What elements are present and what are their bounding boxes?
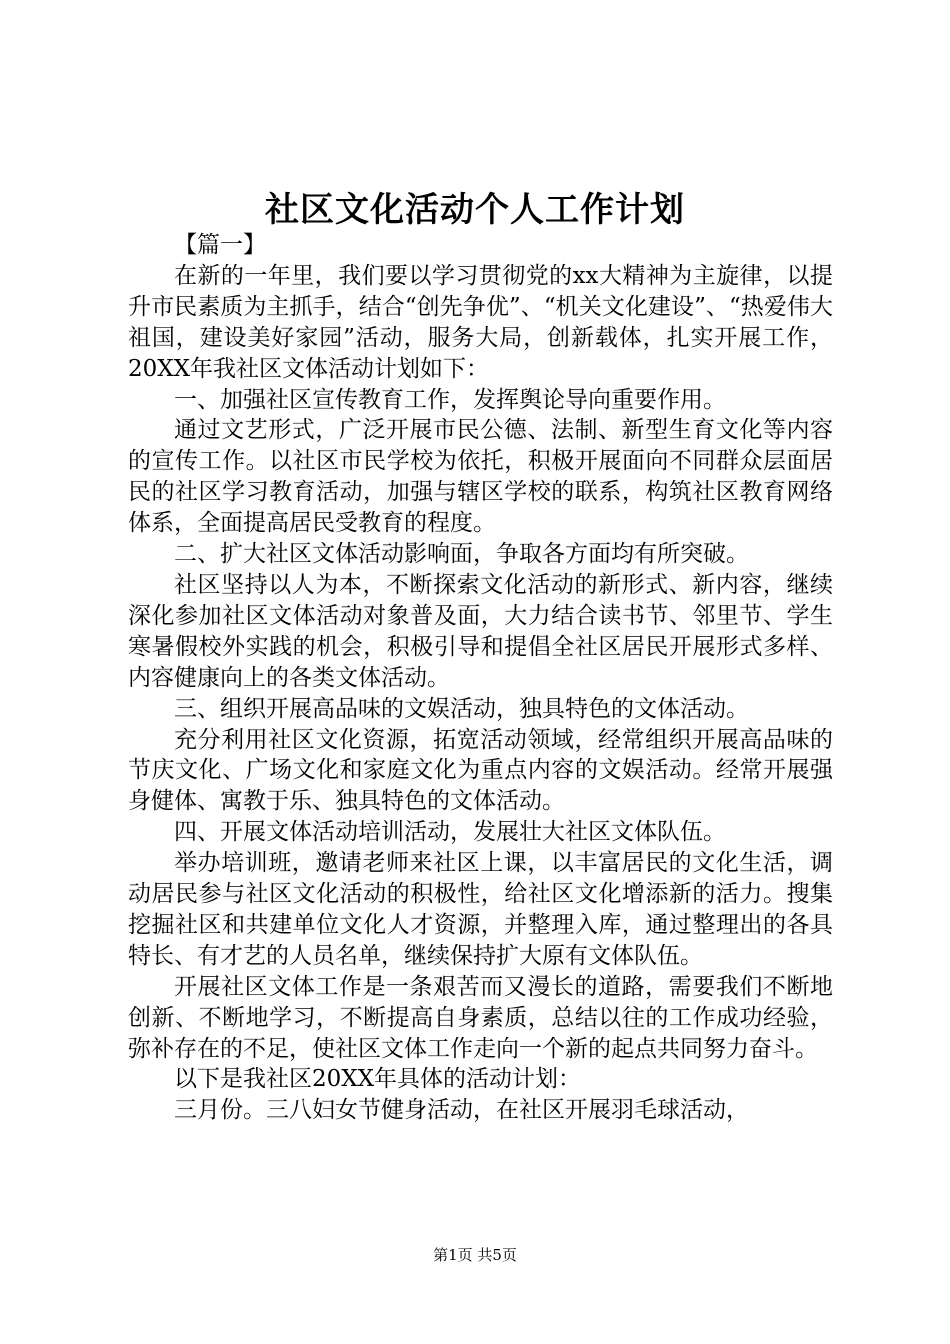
heading-1: 一、加强社区宣传教育工作，发挥舆论导向重要作用。: [174, 386, 726, 413]
heading-4: 四、开展文体活动培训活动，发展壮大社区文体队伍。: [174, 819, 726, 846]
paragraph-plan-intro: 以下是我社区20XX年具体的活动计划：: [174, 1066, 582, 1093]
paragraph-1: 通过文艺形式，广泛开展市民公德、法制、新型生育文化等内容的宣传工作。以社区市民学校为依托，积极开展面向不同群众层面居民的社区学习教育活动，加强与辖区学校的联系，构筑社区教育网络体系，全面提高居民受教育的程度。: [128, 417, 833, 537]
paragraph-3: 充分利用社区文化资源，拓宽活动领域，经常组织开展高品味的节庆文化、广场文化和家庭文化为重点内容的文娱活动。经常开展强身健体、寓教于乐、独具特色的文体活动。: [128, 726, 833, 815]
heading-3: 三、组织开展高品味的文娱活动，独具特色的文体活动。: [174, 695, 749, 722]
paragraph-4: 举办培训班，邀请老师来社区上课，以丰富居民的文化生活，调动居民参与社区文化活动的积极性，给社区文化增添新的活力。搜集挖掘社区和共建单位文化人才资源，并整理入库，通过整理出的各具特长、有才艺的人员名单，继续保持扩大原有文体队伍。: [128, 850, 833, 969]
heading-2: 二、扩大社区文体活动影响面，争取各方面均有所突破。: [174, 541, 749, 568]
page-number: 第1页 共5页: [433, 1246, 517, 1264]
paragraph-2: 社区坚持以人为本，不断探索文化活动的新形式、新内容，继续深化参加社区文体活动对象普及面，大力结合读书节、邻里节、学生寒暑假校外实践的机会，积极引导和提倡全社区居民开展形式多样、内容健康向上的各类文体活动。: [128, 571, 833, 691]
paragraph-summary: 开展社区文体工作是一条艰苦而又漫长的道路，需要我们不断地创新、不断地学习，不断提高自身素质，总结以往的工作成功经验，弥补存在的不足，使社区文体工作走向一个新的起点共同努力奋斗。: [128, 973, 833, 1062]
paragraph-march: 三月份。三八妇女节健身活动，在社区开展羽毛球活动，: [174, 1097, 749, 1124]
section-label: 【篇一】: [174, 232, 266, 258]
document-title: 社区文化活动个人工作计划: [265, 190, 685, 230]
paragraph-intro: 在新的一年里，我们要以学习贯彻党的xx大精神为主旋律，以提升市民素质为主抓手，结合“创先争优”、“机关文化建设”、“热爱伟大祖国，建设美好家园”活动，服务大局，创新载体，扎实开展工作，20XX年我社区文体活动计划如下：: [128, 262, 833, 382]
document-body: [128, 230, 833, 1126]
